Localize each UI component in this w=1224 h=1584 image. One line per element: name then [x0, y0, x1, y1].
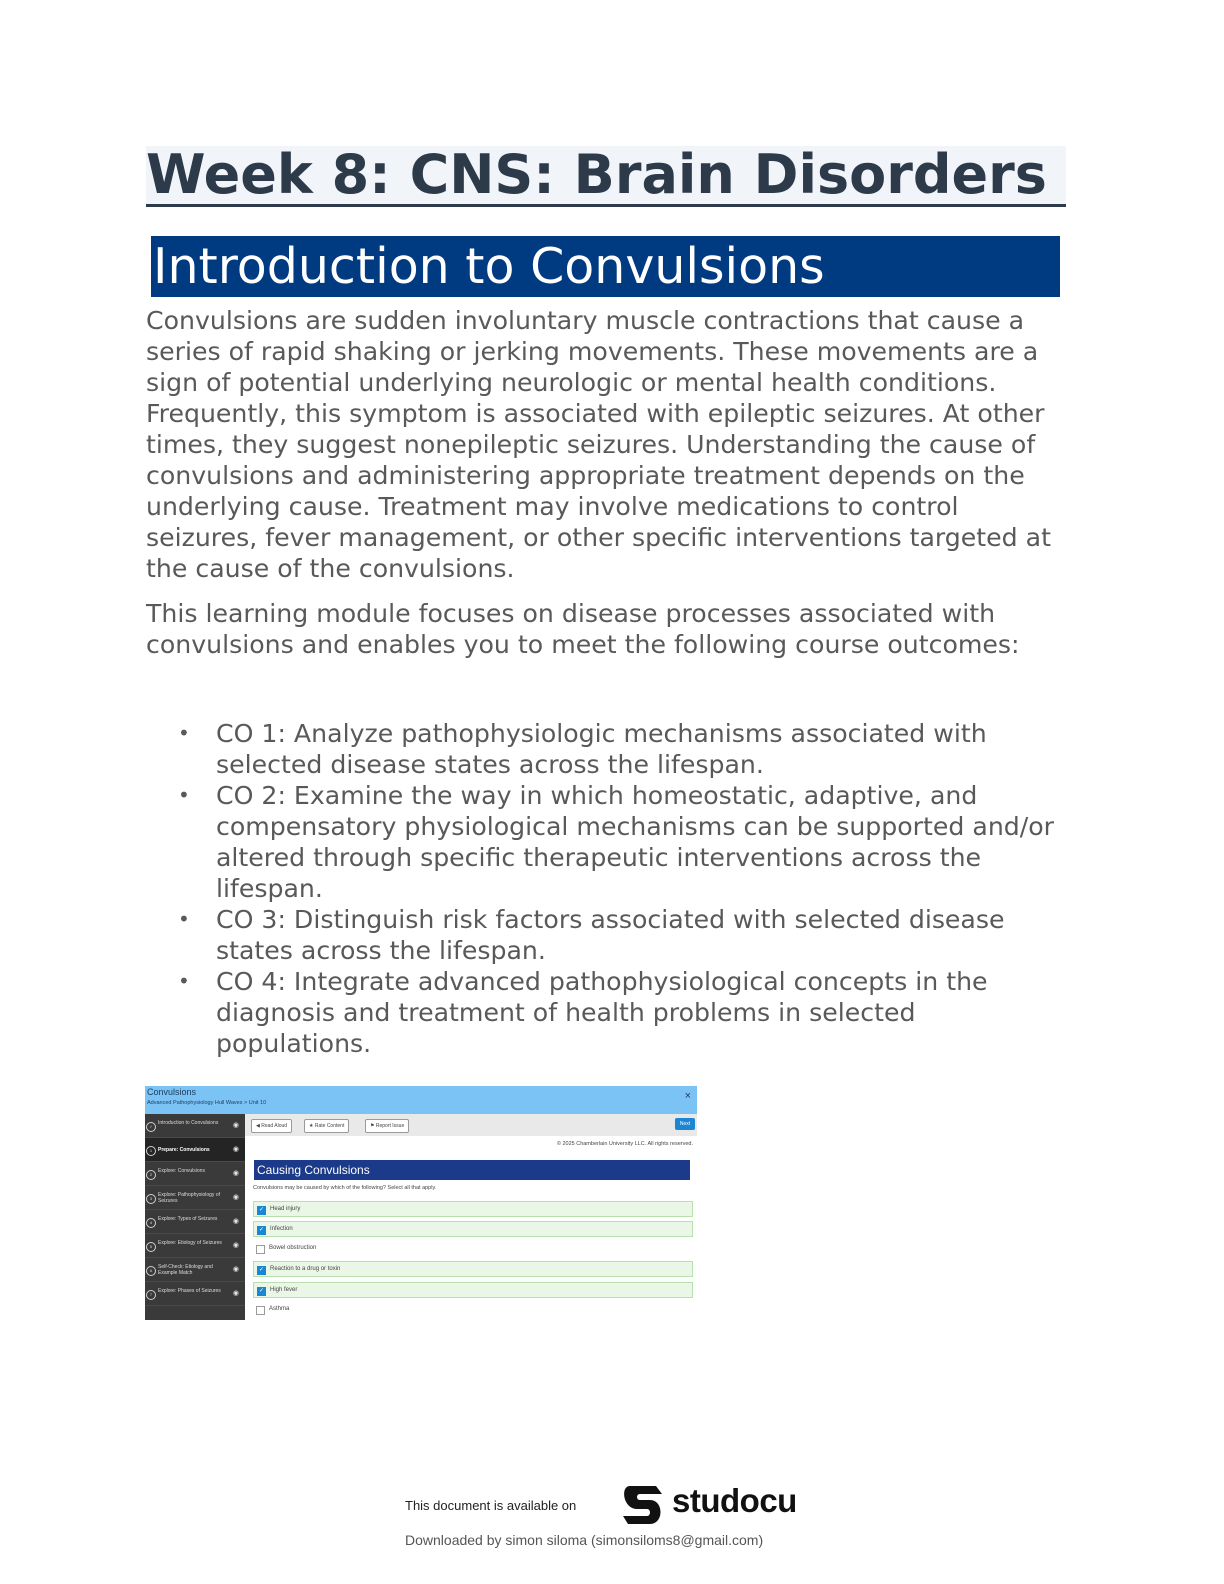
read-aloud-button[interactable]: ◀ Read Aloud — [251, 1119, 292, 1133]
step-number-icon: 4 — [146, 1218, 156, 1228]
option-label: Head injury — [270, 1206, 301, 1212]
sidebar-item-pathophysiology[interactable] — [145, 1186, 245, 1210]
report-issue-button[interactable]: ⚑ Report Issue — [365, 1119, 409, 1133]
eye-icon: ◉ — [232, 1266, 239, 1273]
checkbox-checked-icon[interactable]: ✓ — [258, 1288, 265, 1294]
outcome-text: CO 1: Analyze pathophysiologic mechanisms associated with selected disease states across the lifespan. — [216, 719, 987, 779]
eye-icon: ◉ — [232, 1170, 239, 1177]
sidebar-item-phases[interactable] — [145, 1282, 245, 1306]
option-label: Bowel obstruction — [269, 1245, 317, 1251]
next-button[interactable]: Next — [675, 1118, 695, 1130]
step-number-icon: 2 — [146, 1170, 156, 1180]
sidebar-item-label: Introduction to Convulsions — [158, 1120, 219, 1126]
checkbox-checked-icon[interactable]: ✓ — [258, 1227, 265, 1233]
focus-paragraph: This learning module focuses on disease processes associated with convulsions and enables you to meet the following course outcomes: — [146, 599, 1020, 659]
sidebar-item-label: Self-Check: Etiology and Example Match — [158, 1264, 213, 1276]
screenshot-sidebar — [145, 1114, 245, 1320]
eye-icon: ◉ — [232, 1194, 239, 1201]
copyright-notice: © 2025 Chamberlain University LLC. All rights reserved. — [556, 1141, 693, 1147]
step-number-icon: 3 — [146, 1194, 156, 1204]
outcome-text: CO 2: Examine the way in which homeostatic, adaptive, and compensatory physiological mechanisms can be supported and/or altered through specific therapeutic interventions across the lifespan. — [216, 781, 1055, 903]
outcome-text: CO 4: Integrate advanced pathophysiological concepts in the diagnosis and treatment of health problems in selected populations. — [216, 967, 988, 1058]
sidebar-item-label: Explore: Types of Seizures — [158, 1216, 218, 1222]
eye-icon: ◉ — [232, 1290, 239, 1297]
bullet-icon: • — [178, 907, 190, 931]
sidebar-item-label: Prepare: Convulsions — [158, 1147, 210, 1153]
screenshot-toolbar — [245, 1114, 697, 1136]
step-number-icon: 6 — [146, 1266, 156, 1276]
checkbox-checked-icon[interactable]: ✓ — [258, 1207, 265, 1213]
option-high-fever[interactable] — [253, 1282, 693, 1298]
option-infection[interactable] — [253, 1221, 693, 1237]
option-label: Reaction to a drug or toxin — [270, 1266, 341, 1272]
eye-icon: ◉ — [232, 1146, 239, 1153]
rate-content-button[interactable]: ★ Rate Content — [304, 1119, 349, 1133]
screenshot-window-title: Convulsions — [147, 1087, 197, 1097]
studocu-brand[interactable]: studocu — [672, 1482, 797, 1519]
intro-paragraph: Convulsions are sudden involuntary muscle contractions that cause a series of rapid shaking or jerking movements. These movements are a sign of potential underlying neurologic or mental health conditions. Frequently, this symptom is associated with epileptic seizures. At other times, they suggest nonepileptic seizures. Understanding the cause of convulsions and administering appropriate treatment depends on the underlying cause. Treatment may involve medications to control seizures, fever management, or other specific interventions targeted at the cause of the convulsions. — [146, 306, 1051, 583]
option-drug-reaction[interactable] — [253, 1261, 693, 1277]
sidebar-item-label: Explore: Convulsions — [158, 1168, 205, 1174]
screenshot-header — [145, 1086, 697, 1114]
step-number-icon: 5 — [146, 1242, 156, 1252]
option-asthma[interactable] — [253, 1302, 693, 1318]
screenshot-breadcrumb: Advanced Pathophysiology Hull Waves > Unit 10 — [147, 1100, 267, 1106]
checkbox-icon[interactable] — [256, 1245, 265, 1254]
sidebar-item-prepare[interactable] — [145, 1138, 245, 1162]
sidebar-item-self-check[interactable] — [145, 1258, 245, 1282]
option-bowel-obstruction[interactable] — [253, 1241, 693, 1257]
course-outcomes-list — [146, 718, 1076, 1059]
sidebar-item-label: Explore: Phases of Seizures — [158, 1288, 221, 1294]
checkbox-checked-icon[interactable]: ✓ — [258, 1267, 265, 1273]
sidebar-item-label: Explore: Pathophysiology of Seizures — [158, 1192, 220, 1204]
page-title: Week 8: CNS: Brain Disorders — [146, 146, 1066, 207]
sidebar-item-types[interactable] — [145, 1210, 245, 1234]
downloaded-by-note: Downloaded by simon siloma (simonsiloms8@gmail.com) — [405, 1532, 764, 1548]
step-number-icon: 7 — [146, 1290, 156, 1300]
section-heading: Introduction to Convulsions — [151, 236, 1060, 297]
option-head-injury[interactable] — [253, 1201, 693, 1217]
checkbox-icon[interactable] — [256, 1306, 265, 1315]
eye-icon: ◉ — [232, 1242, 239, 1249]
eye-icon: ◉ — [232, 1218, 239, 1225]
bullet-icon: • — [178, 721, 190, 745]
eye-icon: ◉ — [232, 1122, 239, 1129]
studocu-logo-icon — [620, 1482, 666, 1528]
activity-title: Causing Convulsions — [254, 1160, 690, 1180]
sidebar-item-label: Explore: Etiology of Seizures — [158, 1240, 222, 1246]
list-item — [146, 904, 1076, 966]
activity-question: Convulsions may be caused by which of the following? Select all that apply. — [253, 1185, 437, 1191]
option-label: Asthma — [269, 1306, 290, 1312]
check-circle-icon: ✓ — [146, 1122, 156, 1132]
sidebar-item-explore-convulsions[interactable] — [145, 1162, 245, 1186]
bullet-icon: • — [178, 969, 190, 993]
step-number-icon: 1 — [146, 1146, 156, 1156]
option-label: High fever — [270, 1287, 298, 1293]
list-item — [146, 966, 1076, 1059]
option-label: Infection — [270, 1226, 293, 1232]
list-item — [146, 718, 1076, 780]
availability-note: This document is available on — [405, 1498, 577, 1513]
sidebar-item-etiology[interactable] — [145, 1234, 245, 1258]
list-item — [146, 780, 1076, 904]
close-icon[interactable]: × — [684, 1090, 691, 1102]
sidebar-item-introduction[interactable] — [145, 1114, 245, 1138]
bullet-icon: • — [178, 783, 190, 807]
outcome-text: CO 3: Distinguish risk factors associated with selected disease states across the lifespan. — [216, 905, 1005, 965]
embedded-screenshot — [145, 1086, 697, 1320]
